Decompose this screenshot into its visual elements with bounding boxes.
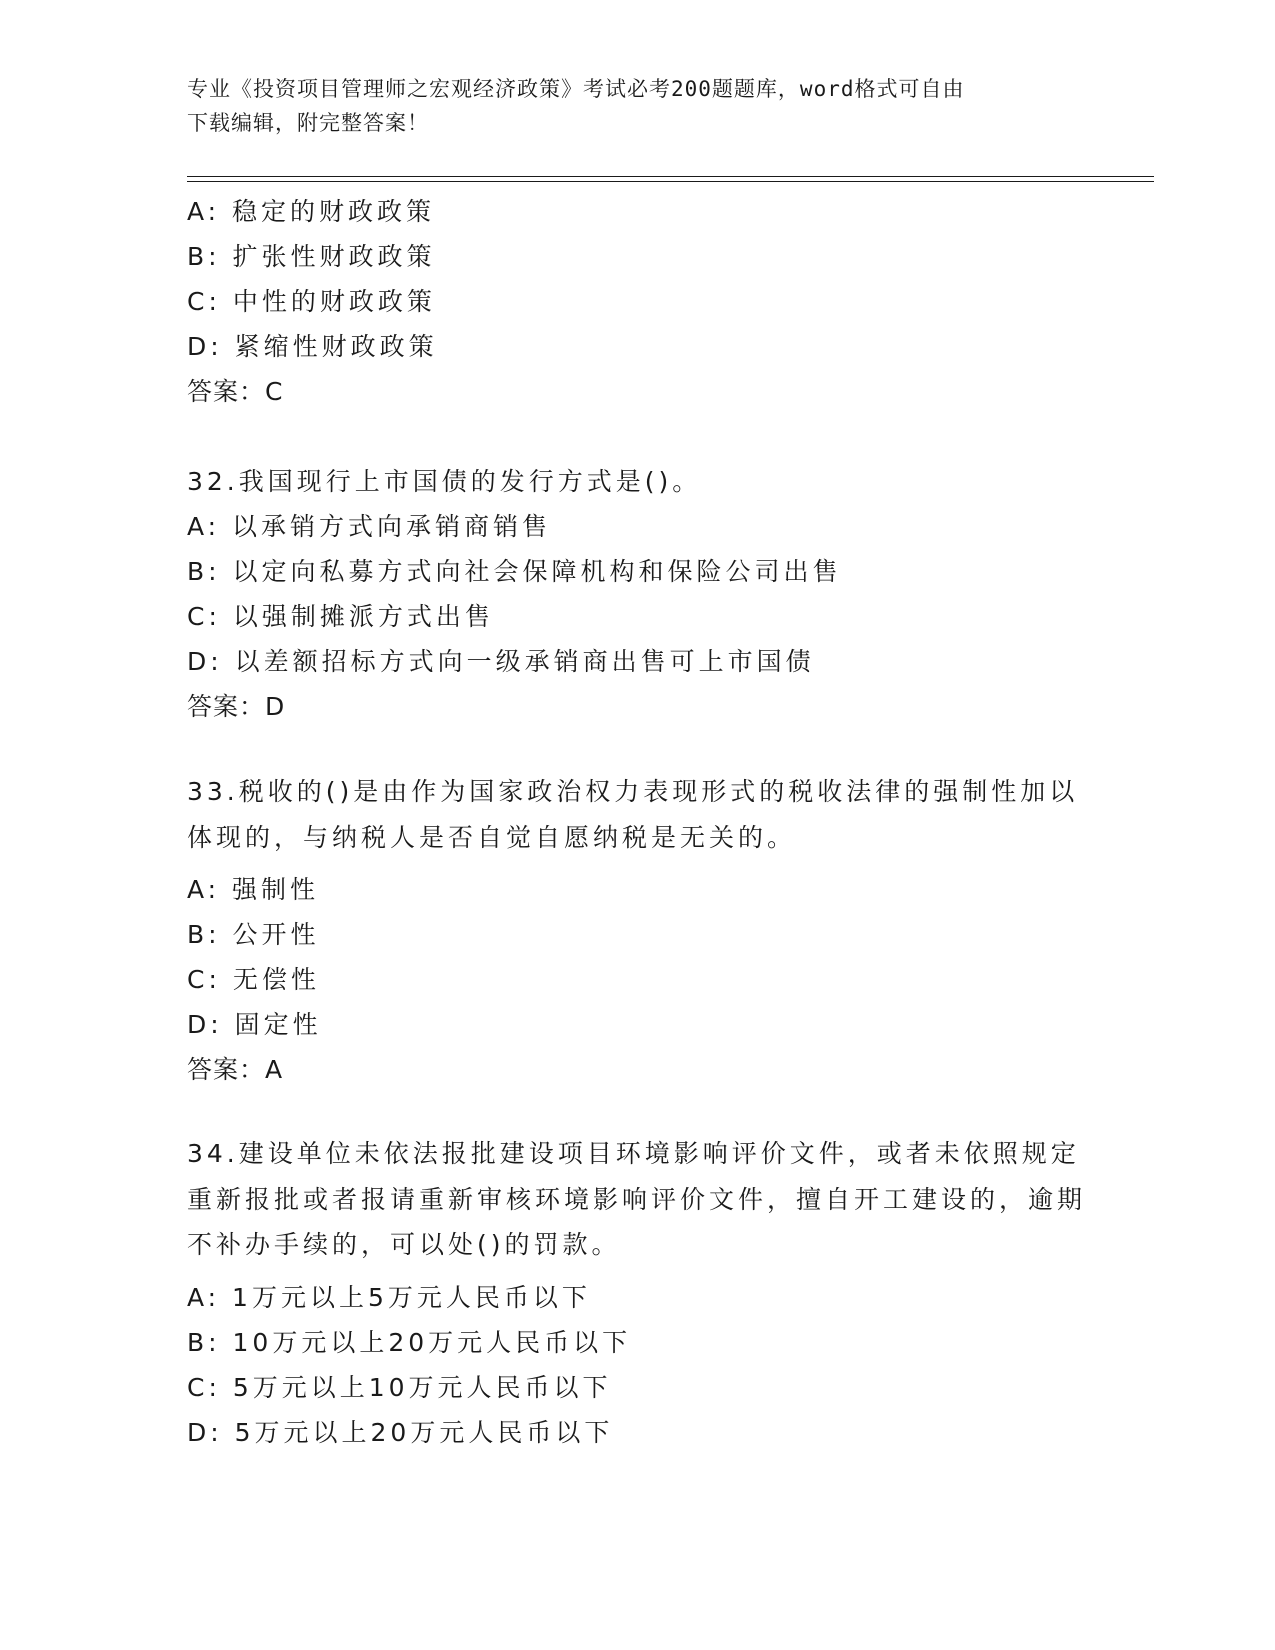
q34-question: 34.建设单位未依法报批建设项目环境影响评价文件，或者未依照规定重新报批或者报请重新审核环境影响评价文件，擅自开工建设的，逾期不补办手续的，可以处()的罚款。 (187, 1139, 1087, 1259)
q33-question: 33.税收的()是由作为国家政治权力表现形式的税收法律的强制性加以体现的，与纳税人是否自觉自愿纳税是无关的。 (187, 777, 1079, 852)
header-divider-top (187, 176, 1154, 177)
q32-option-c: C: 以强制摊派方式出售 (187, 602, 494, 631)
q31-option-b: B: 扩张性财政政策 (187, 242, 436, 271)
header-divider-bottom (187, 181, 1154, 182)
q34-option-a: A: 1万元以上5万元人民币以下 (187, 1283, 591, 1312)
q33-option-c: C: 无偿性 (187, 965, 320, 994)
q33-option-a: A: 强制性 (187, 875, 320, 904)
q33-option-b: B: 公开性 (187, 920, 320, 949)
q33-answer: 答案：A (187, 1055, 284, 1084)
q34-option-c: C: 5万元以上10万元人民币以下 (187, 1373, 612, 1402)
q31-option-c: C: 中性的财政政策 (187, 287, 436, 316)
header-line-1: 专业《投资项目管理师之宏观经济政策》考试必考200题题库，word格式可自由 (187, 77, 965, 101)
document-header (187, 72, 1087, 140)
q32-answer: 答案：D (187, 692, 286, 721)
q31-option-a: A: 稳定的财政政策 (187, 197, 436, 226)
q34-option-d: D: 5万元以上20万元人民币以下 (187, 1418, 614, 1447)
header-line-2: 下载编辑，附完整答案！ (187, 111, 429, 135)
q32-option-d: D: 以差额招标方式向一级承销商出售可上市国债 (187, 647, 815, 676)
q31-option-d: D: 紧缩性财政政策 (187, 332, 438, 361)
q33-option-d: D: 固定性 (187, 1010, 322, 1039)
q31-answer: 答案：C (187, 377, 284, 406)
q32-option-b: B: 以定向私募方式向社会保障机构和保险公司出售 (187, 557, 842, 586)
q32-option-a: A: 以承销方式向承销商销售 (187, 512, 552, 541)
q34-option-b: B: 10万元以上20万元人民币以下 (187, 1328, 632, 1357)
q32-question: 32.我国现行上市国债的发行方式是()。 (187, 467, 702, 496)
